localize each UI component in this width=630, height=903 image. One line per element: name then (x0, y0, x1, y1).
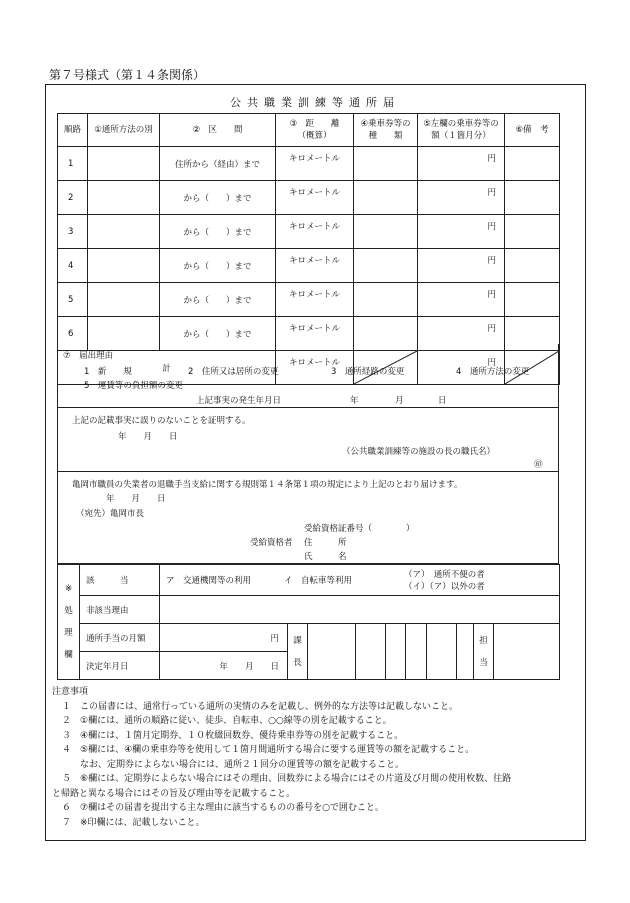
table-row (58, 215, 560, 249)
table-row (58, 249, 560, 283)
notify-addressee: （宛先）亀岡市長 (76, 509, 145, 519)
distance-field[interactable]: キロメートル (276, 249, 354, 283)
applicable-choices (160, 565, 560, 596)
route-table-header (58, 114, 560, 147)
seal-box[interactable] (356, 624, 386, 680)
seal-box[interactable] (427, 624, 457, 680)
choice-a[interactable]: ア 交通機関等の利用 (166, 576, 252, 586)
note-item: ７ ※印欄には、記載しないこと。 (62, 817, 205, 828)
reason-title: ⑦ 届出理由 (63, 351, 114, 361)
address-field[interactable]: 住 所 (304, 538, 347, 548)
row-no: 6 (58, 317, 88, 351)
staff-char-1: 担 (479, 635, 488, 646)
remarks-field[interactable] (505, 147, 560, 181)
header-ticket-line1: ④乗車券等の (360, 119, 411, 129)
notes-section (52, 685, 572, 830)
decision-date-field[interactable]: 年 月 日 (160, 652, 288, 680)
method-field[interactable] (88, 147, 160, 181)
row-no: 5 (58, 283, 88, 317)
route-field[interactable]: から（ ）まで (160, 249, 276, 283)
note-item: ３ ④欄には、１箇月定期券、１０枚綴回数券、優待乗車券等の別を記載すること。 (62, 730, 404, 741)
choice-i2[interactable]: （イ）（ア）以外の者 (404, 582, 485, 592)
table-row (58, 147, 560, 181)
reason-option-1[interactable]: 1 新 規 (84, 367, 132, 377)
method-field[interactable] (88, 249, 160, 283)
amount-field[interactable]: 円 (418, 283, 505, 317)
non-applicable-row (58, 596, 560, 624)
header-no: 順路 (58, 114, 88, 147)
route-field[interactable]: から（ ）まで (160, 215, 276, 249)
amount-field[interactable]: 円 (418, 215, 505, 249)
certify-date[interactable]: 年 月 日 (118, 432, 178, 442)
monthly-amount-field[interactable]: 円 (160, 624, 288, 652)
remarks-field[interactable] (505, 181, 560, 215)
note-item: ６ ⑦欄はその届書を提出する主な理由に該当するものの番号を○で囲むこと。 (62, 803, 384, 813)
non-applicable-field[interactable] (160, 596, 560, 624)
header-distance-line2: （概算） (297, 131, 332, 141)
distance-field[interactable]: キロメートル (276, 215, 354, 249)
header-section: ② 区 間 (160, 114, 276, 147)
header-amount-line1: ⑤左欄の乗車券等の (423, 119, 499, 129)
form-number-label: 第７号様式（第１４条関係） (49, 68, 206, 82)
applicable-label: 該 当 (80, 565, 160, 596)
reason-option-2[interactable]: 2 住所又は居所の変更 (188, 367, 279, 377)
header-ticket (354, 114, 418, 147)
choice-i[interactable]: イ 自転車等利用 (284, 576, 353, 586)
method-field[interactable] (88, 215, 160, 249)
fact-month-label: 月 (395, 396, 404, 406)
applicable-row (58, 565, 560, 596)
table-row (58, 283, 560, 317)
total-label: 計 (58, 351, 276, 385)
chief-label (288, 624, 308, 680)
note-item: ２ ①欄には、通所の順路に従い、徒歩、自転車、○○線等の別を記載すること。 (62, 716, 392, 726)
header-amount (418, 114, 505, 147)
processing-table (57, 564, 560, 680)
form-title: 公共職業訓練等通所届 (230, 96, 400, 109)
header-amount-line2: 額（１箇月分） (431, 131, 491, 141)
recipient-label: 受給資格者 (250, 538, 293, 548)
remarks-field[interactable] (505, 283, 560, 317)
staff-char-2: 当 (479, 657, 488, 668)
reason-option-5[interactable]: 5 運賃等の負担額の変更 (84, 381, 183, 391)
route-field[interactable]: から（ ）まで (160, 283, 276, 317)
notify-text: 亀岡市職員の失業者の退職手当支給に関する規則第１４条第１項の規定により上記のとおり届けます。 (72, 480, 463, 490)
chief-char-2: 長 (293, 657, 302, 668)
choice-a2[interactable]: （ア） 通所不便の者 (404, 570, 485, 580)
staff-label (474, 624, 494, 680)
amount-field[interactable]: 円 (418, 317, 505, 351)
certification-section (57, 408, 559, 472)
side-mark: ※ (64, 584, 73, 594)
staff-seal-box[interactable] (494, 624, 560, 680)
monthly-row (58, 624, 560, 652)
side-char-1: 処 (64, 606, 73, 616)
amount-field[interactable]: 円 (418, 147, 505, 181)
reason-option-3[interactable]: 3 通所経路の変更 (331, 367, 405, 377)
table-row (58, 181, 560, 215)
seal-mark: ㊞ (534, 460, 543, 470)
remarks-field[interactable] (505, 249, 560, 283)
notification-section (57, 472, 559, 564)
side-char-3: 欄 (64, 650, 73, 660)
row-no: 3 (58, 215, 88, 249)
side-char-2: 理 (64, 628, 73, 638)
note-item: と帰路と異なる場合にはその旨及び理由等を記載すること。 (52, 788, 296, 799)
processing-side-label (58, 565, 80, 680)
reason-option-4[interactable]: 4 通所方法の変更 (456, 367, 530, 377)
decision-label: 決定年月日 (80, 652, 160, 680)
seal-box[interactable] (386, 624, 406, 680)
amount-field[interactable]: 円 (418, 181, 505, 215)
chief-char-1: 課 (293, 635, 302, 646)
note-item: １ この届書には、通常行っている通所の実情のみを記載し、例外的な方法等は記載しないこと。 (62, 701, 459, 712)
chief-seal-box[interactable] (308, 624, 356, 680)
total-distance-field[interactable]: キロメートル (276, 351, 354, 385)
row-no: 4 (58, 249, 88, 283)
header-distance (276, 114, 354, 147)
seal-box[interactable] (457, 624, 474, 680)
row-no: 2 (58, 181, 88, 215)
distance-field[interactable]: キロメートル (276, 317, 354, 351)
total-amount-field[interactable]: 円 (418, 351, 505, 385)
note-item: ４ ⑤欄には、④欄の乗車券等を使用して１箇月間通所する場合に要する運賃等の額を記載すること。 (62, 745, 475, 755)
notes-title: 注意事項 (52, 687, 89, 697)
header-method: ①通所方法の別 (88, 114, 160, 147)
notify-date[interactable]: 年 月 日 (106, 494, 166, 504)
monthly-label: 通所手当の月額 (80, 624, 160, 652)
non-applicable-label: 非該当理由 (80, 596, 160, 624)
row-no: 1 (58, 147, 88, 181)
reason-section (57, 344, 559, 408)
ticket-field[interactable] (354, 147, 418, 181)
header-distance-line1: ③ 距 離 (289, 119, 340, 129)
fact-day-label: 日 (438, 396, 447, 406)
ticket-field[interactable] (354, 181, 418, 215)
method-field[interactable] (88, 283, 160, 317)
certify-signer: （公共職業訓練等の施設の長の職氏名） (342, 447, 496, 457)
name-field[interactable]: 氏 名 (304, 552, 347, 562)
ticket-field[interactable] (354, 283, 418, 317)
cert-number-field[interactable]: 受給資格証番号（ ） (304, 524, 415, 534)
distance-field[interactable]: キロメートル (276, 147, 354, 181)
header-ticket-line2: 種 類 (368, 131, 403, 141)
header-remarks: ⑥備 考 (505, 114, 560, 147)
note-item: なお、定期券によらない場合には、通所２１回分の運賃等の額を記載すること。 (62, 759, 405, 770)
distance-field[interactable]: キロメートル (276, 181, 354, 215)
route-field[interactable]: から（ ）まで (160, 181, 276, 215)
amount-field[interactable]: 円 (418, 249, 505, 283)
ticket-field[interactable] (354, 215, 418, 249)
note-item: ５ ⑥欄には、定期券によらない場合にはその理由、回数券による場合にはその片道及び月間の使用枚数、往路 (62, 774, 512, 784)
fact-year-label: 年 (350, 396, 359, 406)
route-field[interactable]: 住所から（経由）まで (160, 147, 276, 181)
seal-box[interactable] (406, 624, 427, 680)
distance-field[interactable]: キロメートル (276, 283, 354, 317)
route-field[interactable]: から（ ）まで (160, 317, 276, 351)
remarks-field[interactable] (505, 215, 560, 249)
certify-text: 上記の記載事実に誤りのないことを証明する。 (72, 416, 251, 426)
method-field[interactable] (88, 181, 160, 215)
ticket-field[interactable] (354, 249, 418, 283)
fact-date-label: 上記事実の発生年月日 (196, 396, 282, 406)
